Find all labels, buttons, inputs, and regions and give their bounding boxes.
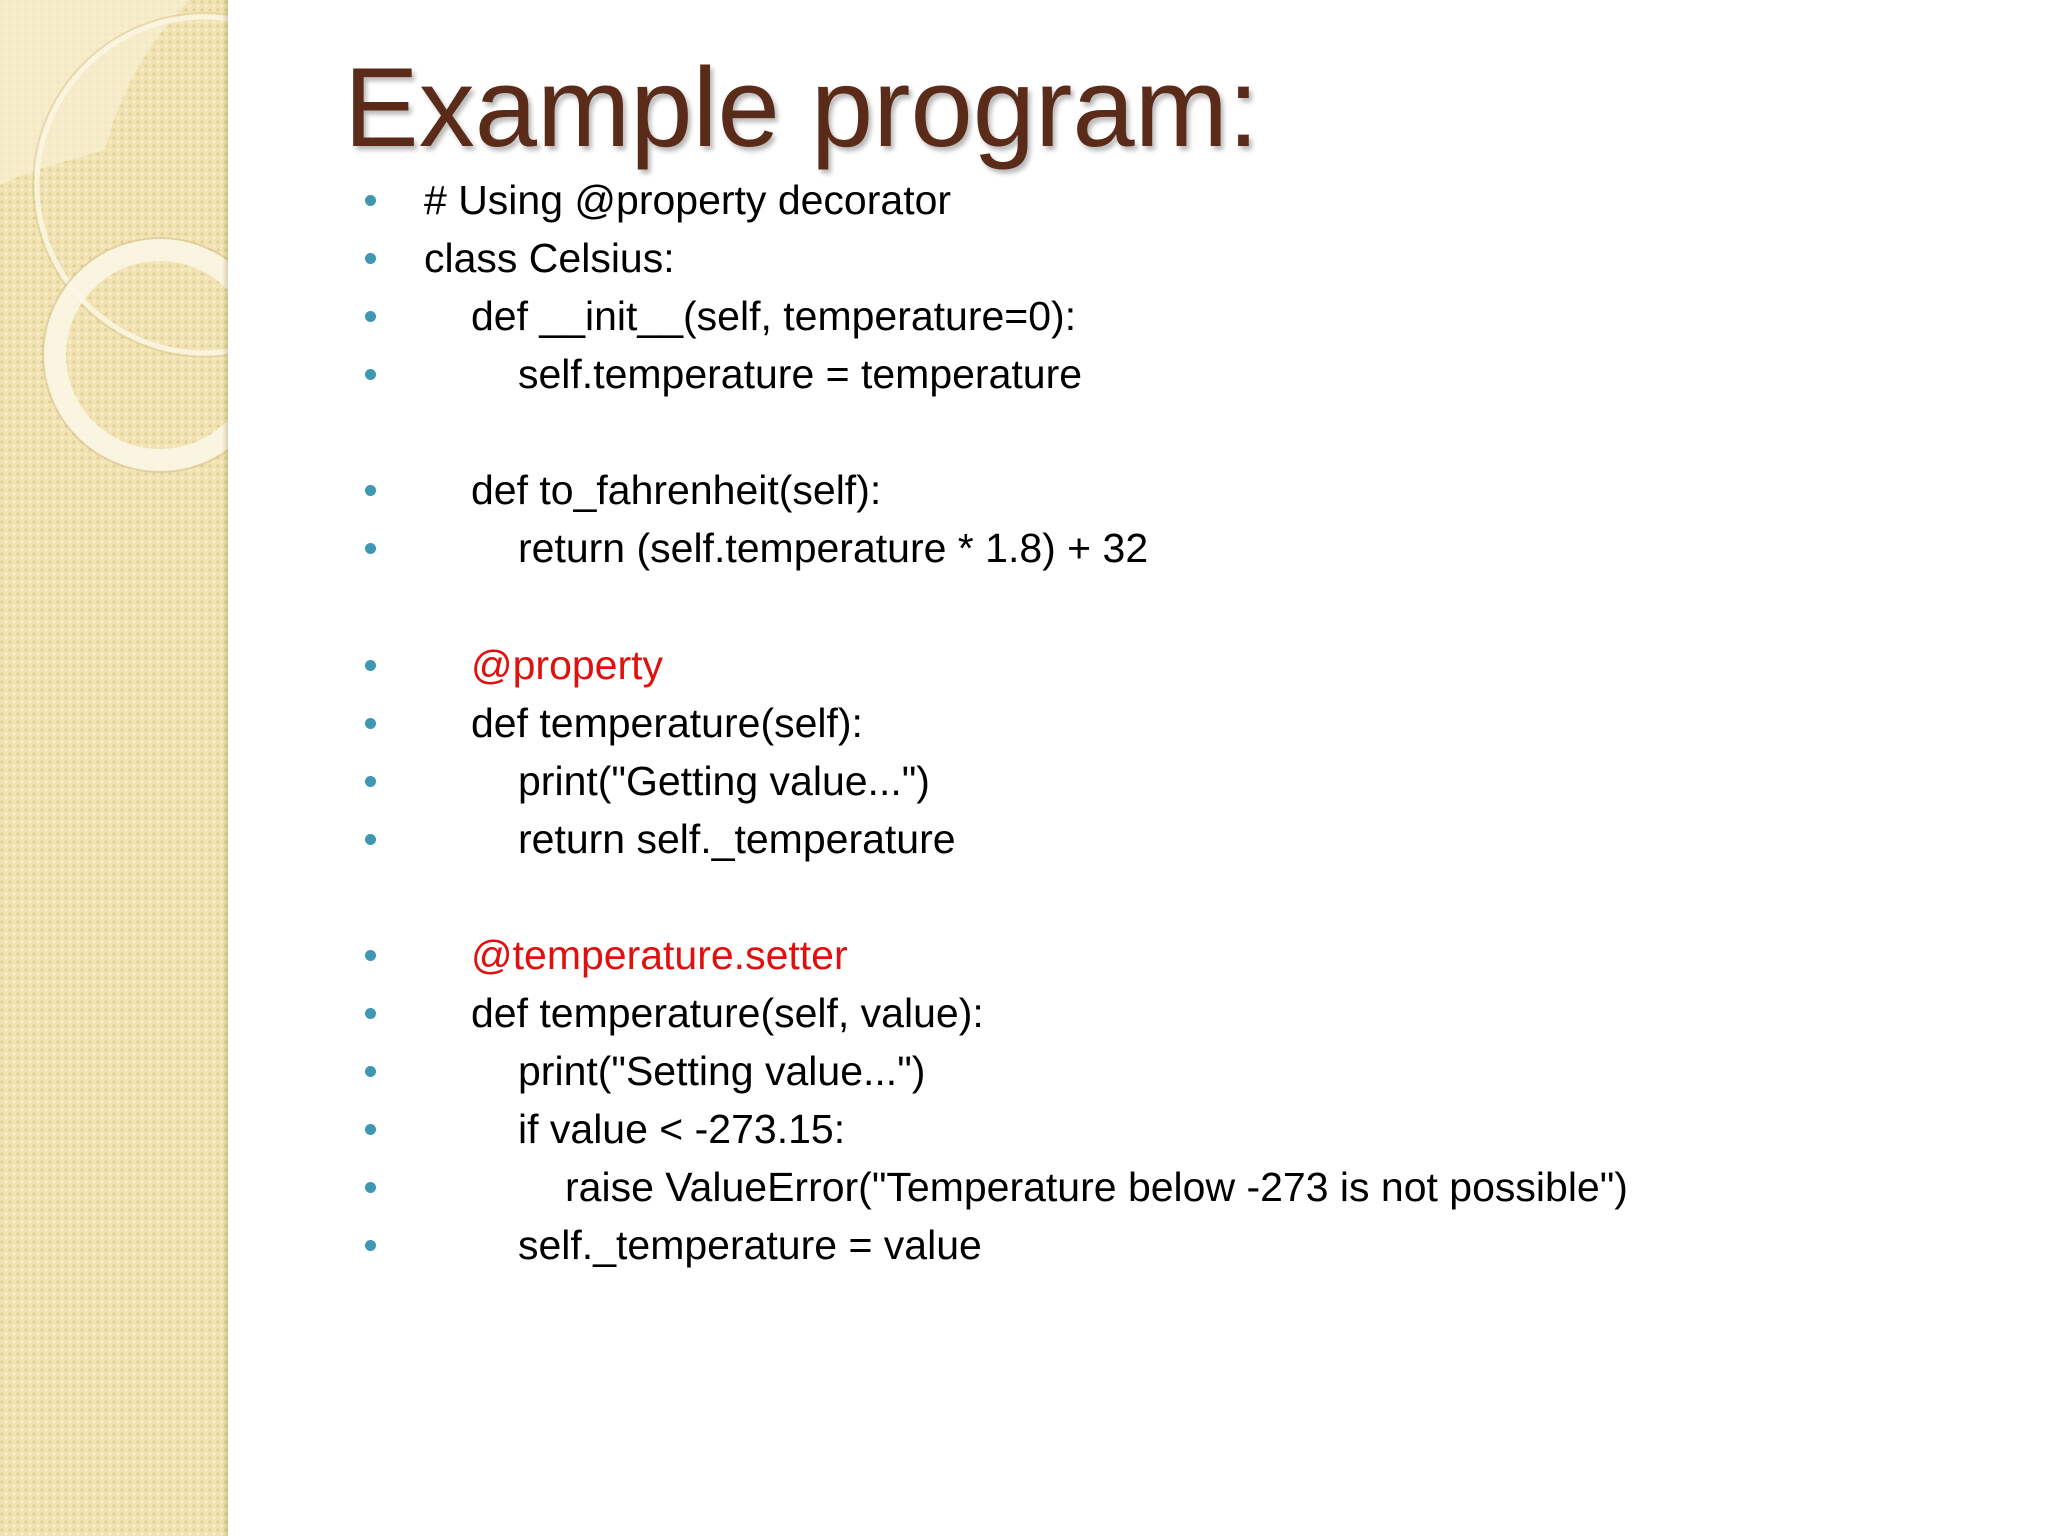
code-text: return self._temperature — [518, 816, 956, 862]
code-line — [0, 1220, 1800, 1270]
code-text: # Using @property decorator — [424, 177, 952, 223]
bullet-icon — [365, 1240, 376, 1251]
code-line — [0, 1104, 1800, 1154]
code-line — [0, 523, 1800, 573]
code-text: class Celsius: — [424, 235, 675, 281]
bullet-icon — [365, 950, 376, 961]
decorator-text: @temperature.setter — [471, 932, 848, 978]
code-text: def temperature(self): — [471, 700, 863, 746]
code-line — [0, 349, 1800, 399]
bullet-icon — [365, 660, 376, 671]
code-line — [0, 1046, 1800, 1096]
bullet-icon — [365, 1182, 376, 1193]
code-line — [0, 465, 1800, 515]
code-text: def temperature(self, value): — [471, 990, 984, 1036]
code-line — [0, 233, 1800, 283]
code-line — [0, 930, 1800, 980]
decorator-text: @property — [471, 642, 664, 688]
bullet-icon — [365, 834, 376, 845]
bullet-icon — [365, 1008, 376, 1019]
bullet-icon — [365, 718, 376, 729]
code-text: return (self.temperature * 1.8) + 32 — [518, 525, 1149, 571]
code-text: def to_fahrenheit(self): — [471, 467, 882, 513]
code-line — [0, 175, 1800, 225]
code-text: self._temperature = value — [518, 1222, 982, 1268]
code-text: raise ValueError("Temperature below -273 is not possible") — [565, 1164, 1628, 1210]
bullet-icon — [365, 311, 376, 322]
code-line — [0, 698, 1800, 748]
bullet-icon — [365, 776, 376, 787]
code-text: self.temperature = temperature — [518, 351, 1083, 397]
bullet-icon — [365, 195, 376, 206]
code-text: print("Getting value...") — [518, 758, 930, 804]
code-line — [0, 640, 1800, 690]
bullet-icon — [365, 369, 376, 380]
bullet-icon — [365, 485, 376, 496]
code-line — [0, 291, 1800, 341]
code-text: def __init__(self, temperature=0): — [471, 293, 1077, 339]
code-line — [0, 1162, 1800, 1212]
code-line — [0, 756, 1800, 806]
code-text: if value < -273.15: — [518, 1106, 846, 1152]
bullet-icon — [365, 543, 376, 554]
bullet-icon — [365, 253, 376, 264]
slide-title: Example program: — [344, 45, 1260, 170]
code-text: print("Setting value...") — [518, 1048, 926, 1094]
code-line — [0, 814, 1800, 864]
bullet-icon — [365, 1124, 376, 1135]
code-line — [0, 988, 1800, 1038]
bullet-icon — [365, 1066, 376, 1077]
